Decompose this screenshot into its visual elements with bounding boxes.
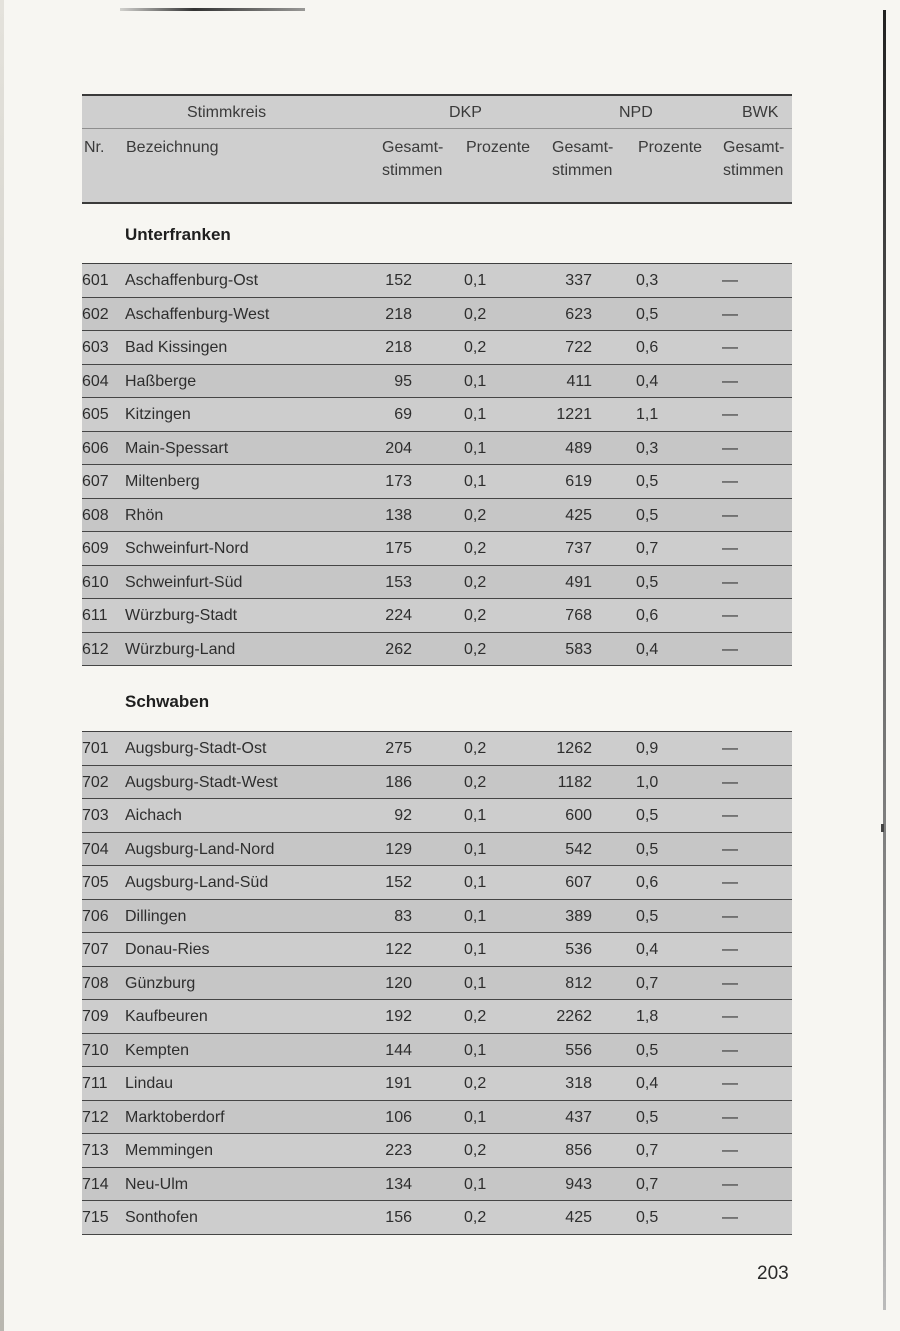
npd-gesamtstimmen: 737 [565,540,592,557]
header-dkp-gesamt-2: stimmen [382,162,443,179]
row-number: 705 [82,874,109,891]
npd-prozente: 0,5 [636,840,659,858]
bwk-gesamtstimmen: — [722,874,738,891]
bwk-gesamtstimmen: — [722,640,738,658]
dkp-prozente: 0,2 [464,1142,487,1159]
dkp-gesamtstimmen: 175 [385,540,412,557]
table-row [82,1201,792,1235]
dkp-prozente: 0,2 [464,607,487,624]
dkp-gesamtstimmen: 95 [394,372,412,390]
npd-prozente: 0,5 [636,1041,659,1059]
table-block-unterfranken [82,263,792,666]
header-dkp-prozente: Prozente [466,139,531,156]
table-row [82,331,792,365]
row-number: 710 [82,1041,109,1059]
dkp-gesamtstimmen: 204 [385,439,412,457]
header-dkp-gesamt-1: Gesamt- [382,139,444,156]
bwk-gesamtstimmen: — [722,439,738,457]
npd-gesamtstimmen: 2262 [556,1008,592,1025]
row-number: 609 [82,540,109,557]
dkp-gesamtstimmen: 92 [394,807,412,824]
header-npd-gesamt-1: Gesamt- [552,139,614,156]
dkp-gesamtstimmen: 275 [385,740,412,757]
npd-gesamtstimmen: 619 [565,473,592,490]
dkp-gesamtstimmen: 106 [385,1108,412,1126]
row-number: 708 [82,974,109,992]
dkp-gesamtstimmen: 122 [385,941,412,958]
bwk-gesamtstimmen: — [722,305,738,323]
row-bezeichnung: Kempten [125,1041,190,1059]
row-bezeichnung: Sonthofen [125,1209,198,1226]
table-row [82,799,792,833]
row-number: 612 [82,640,109,658]
dkp-prozente: 0,2 [464,640,487,658]
dkp-prozente: 0,1 [464,272,487,289]
bwk-gesamtstimmen: — [722,1142,738,1159]
row-number: 709 [82,1008,109,1025]
row-number: 715 [82,1209,109,1226]
dkp-prozente: 0,1 [464,372,487,390]
table-row [82,1101,792,1135]
top-rule [120,8,305,11]
row-bezeichnung: Augsburg-Stadt-West [125,773,278,791]
row-number: 610 [82,573,109,591]
bwk-gesamtstimmen: — [722,907,738,925]
npd-prozente: 0,4 [636,941,659,958]
header-dkp: DKP [449,104,482,121]
row-number: 711 [82,1075,108,1092]
npd-gesamtstimmen: 542 [565,840,592,858]
npd-prozente: 0,5 [636,573,659,591]
dkp-gesamtstimmen: 262 [385,640,412,658]
header-bwk: BWK [742,104,779,121]
row-bezeichnung: Würzburg-Stadt [125,607,238,624]
dkp-gesamtstimmen: 186 [385,773,412,791]
table-row [82,298,792,332]
bwk-gesamtstimmen: — [722,607,738,624]
row-number: 713 [82,1142,109,1159]
bwk-gesamtstimmen: — [722,1075,738,1092]
npd-prozente: 0,9 [636,740,659,757]
npd-prozente: 0,3 [636,439,659,457]
npd-prozente: 0,5 [636,473,659,490]
dkp-prozente: 0,1 [464,473,487,490]
dkp-gesamtstimmen: 156 [385,1209,412,1226]
bwk-gesamtstimmen: — [722,339,738,356]
row-number: 701 [82,740,109,757]
bwk-gesamtstimmen: — [722,573,738,591]
left-page-edge [0,0,4,1331]
bwk-gesamtstimmen: — [722,1041,738,1059]
row-number: 605 [82,406,109,423]
dkp-gesamtstimmen: 153 [385,573,412,591]
dkp-gesamtstimmen: 129 [385,840,412,858]
dkp-prozente: 0,1 [464,807,487,824]
row-bezeichnung: Memmingen [125,1142,214,1159]
dkp-prozente: 0,1 [464,941,487,958]
npd-prozente: 0,4 [636,372,659,390]
dkp-prozente: 0,1 [464,1175,487,1193]
header-bwk-gesamt-2: stimmen [723,162,784,179]
bwk-gesamtstimmen: — [722,506,738,524]
npd-prozente: 0,7 [636,1142,659,1159]
row-bezeichnung: Augsburg-Stadt-Ost [125,740,267,757]
npd-prozente: 0,7 [636,540,659,557]
dkp-prozente: 0,2 [464,1209,487,1226]
npd-prozente: 0,5 [636,907,659,925]
row-number: 703 [82,807,109,824]
npd-gesamtstimmen: 856 [565,1142,592,1159]
row-bezeichnung: Kaufbeuren [125,1008,208,1025]
dkp-prozente: 0,1 [464,406,487,423]
npd-prozente: 0,6 [636,874,659,891]
table-row [82,365,792,399]
npd-prozente: 0,4 [636,1075,659,1092]
dkp-gesamtstimmen: 83 [394,907,412,925]
npd-gesamtstimmen: 623 [565,305,592,323]
row-bezeichnung: Main-Spessart [125,439,229,457]
table-row [82,1134,792,1168]
row-bezeichnung: Aschaffenburg-Ost [125,272,259,289]
row-bezeichnung: Augsburg-Land-Süd [125,874,269,891]
npd-gesamtstimmen: 437 [565,1108,592,1126]
npd-gesamtstimmen: 536 [565,941,592,958]
dkp-gesamtstimmen: 191 [385,1075,412,1092]
npd-gesamtstimmen: 389 [565,907,592,925]
row-bezeichnung: Lindau [125,1075,174,1092]
npd-prozente: 1,8 [636,1008,659,1025]
bwk-gesamtstimmen: — [722,272,738,289]
npd-gesamtstimmen: 583 [565,640,592,658]
npd-prozente: 0,6 [636,607,659,624]
row-bezeichnung: Neu-Ulm [125,1175,189,1193]
bwk-gesamtstimmen: — [722,406,738,423]
npd-gesamtstimmen: 1221 [556,406,592,423]
dkp-prozente: 0,1 [464,840,487,858]
row-bezeichnung: Augsburg-Land-Nord [125,840,275,858]
dkp-prozente: 0,2 [464,1008,487,1025]
npd-gesamtstimmen: 556 [565,1041,592,1059]
header-npd-gesamt-2: stimmen [552,162,613,179]
table-row [82,833,792,867]
npd-gesamtstimmen: 812 [565,974,592,992]
row-bezeichnung: Dillingen [125,907,187,925]
npd-gesamtstimmen: 337 [565,272,592,289]
table-block-schwaben [82,731,792,1235]
dkp-gesamtstimmen: 120 [385,974,412,992]
npd-prozente: 0,5 [636,1108,659,1126]
row-bezeichnung: Bad Kissingen [125,339,228,356]
table-row [82,766,792,800]
row-number: 704 [82,840,109,858]
table-row [82,866,792,900]
row-bezeichnung: Aichach [125,807,182,824]
table-row [82,465,792,499]
dkp-prozente: 0,1 [464,439,487,457]
dkp-gesamtstimmen: 173 [385,473,412,490]
dkp-prozente: 0,2 [464,573,487,591]
row-number: 606 [82,439,109,457]
dkp-gesamtstimmen: 224 [385,607,412,624]
row-number: 714 [82,1175,109,1193]
scan-mark [881,824,884,832]
dkp-gesamtstimmen: 218 [385,339,412,356]
row-bezeichnung: Donau-Ries [125,941,210,958]
row-number: 608 [82,506,109,524]
bwk-gesamtstimmen: — [722,1008,738,1025]
npd-prozente: 0,5 [636,305,659,323]
dkp-prozente: 0,2 [464,773,487,791]
row-bezeichnung: Marktoberdorf [125,1108,225,1126]
table-row [82,967,792,1001]
bwk-gesamtstimmen: — [722,974,738,992]
row-bezeichnung: Haßberge [125,372,197,390]
bwk-gesamtstimmen: — [722,1175,738,1193]
dkp-gesamtstimmen: 138 [385,506,412,524]
row-bezeichnung: Aschaffenburg-West [125,305,270,323]
header-bwk-gesamt-1: Gesamt- [723,139,785,156]
npd-gesamtstimmen: 1182 [557,773,592,791]
bwk-gesamtstimmen: — [722,840,738,858]
table-row [82,1000,792,1034]
npd-gesamtstimmen: 318 [565,1075,592,1092]
npd-prozente: 0,5 [636,807,659,824]
bwk-gesamtstimmen: — [722,807,738,824]
dkp-prozente: 0,2 [464,1075,487,1092]
table-row [82,732,792,766]
header-nr: Nr. [84,139,105,156]
dkp-prozente: 0,1 [464,907,487,925]
npd-prozente: 0,7 [636,974,659,992]
table-row [82,432,792,466]
dkp-prozente: 0,2 [464,305,487,323]
npd-gesamtstimmen: 768 [565,607,592,624]
bwk-gesamtstimmen: — [722,540,738,557]
npd-prozente: 0,6 [636,339,659,356]
dkp-gesamtstimmen: 144 [385,1041,412,1059]
dkp-prozente: 0,1 [464,974,487,992]
npd-prozente: 0,4 [636,640,659,658]
npd-gesamtstimmen: 722 [565,339,592,356]
table-header [82,94,792,204]
bwk-gesamtstimmen: — [722,1209,738,1226]
bwk-gesamtstimmen: — [722,1108,738,1126]
row-bezeichnung: Würzburg-Land [125,640,236,658]
row-bezeichnung: Schweinfurt-Nord [125,540,249,557]
table-row [82,499,792,533]
dkp-prozente: 0,2 [464,540,487,557]
header-stimmkreis: Stimmkreis [187,104,267,121]
dkp-prozente: 0,1 [464,874,487,891]
dkp-prozente: 0,2 [464,506,487,524]
npd-gesamtstimmen: 425 [565,506,592,524]
dkp-gesamtstimmen: 192 [385,1008,412,1025]
dkp-prozente: 0,1 [464,1108,487,1126]
row-number: 707 [82,941,109,958]
npd-prozente: 0,7 [636,1175,659,1193]
npd-gesamtstimmen: 1262 [556,740,592,757]
npd-prozente: 0,3 [636,272,659,289]
bwk-gesamtstimmen: — [722,473,738,490]
table-row [82,264,792,298]
bwk-gesamtstimmen: — [722,740,738,757]
row-bezeichnung: Miltenberg [125,473,200,490]
dkp-gesamtstimmen: 69 [394,406,412,423]
table-row [82,633,792,667]
bwk-gesamtstimmen: — [722,372,738,390]
header-bezeichnung: Bezeichnung [126,139,219,156]
header-npd: NPD [619,104,653,121]
dkp-gesamtstimmen: 152 [385,272,412,289]
dkp-prozente: 0,2 [464,740,487,757]
npd-gesamtstimmen: 411 [566,372,592,390]
table-row [82,1168,792,1202]
table-row [82,566,792,600]
row-number: 611 [82,607,108,624]
row-number: 601 [82,272,109,289]
npd-prozente: 0,5 [636,1209,659,1226]
table-row [82,599,792,633]
row-number: 702 [82,773,109,791]
table-row [82,1067,792,1101]
right-page-edge [883,10,886,1310]
table-row [82,933,792,967]
npd-gesamtstimmen: 600 [565,807,592,824]
header-npd-prozente: Prozente [638,139,703,156]
npd-prozente: 1,0 [636,773,659,791]
dkp-prozente: 0,2 [464,339,487,356]
npd-prozente: 0,5 [636,506,659,524]
dkp-prozente: 0,1 [464,1041,487,1059]
dkp-gesamtstimmen: 134 [385,1175,412,1193]
npd-gesamtstimmen: 425 [565,1209,592,1226]
npd-gesamtstimmen: 607 [565,874,592,891]
row-number: 602 [82,305,109,323]
row-number: 604 [82,372,109,390]
dkp-gesamtstimmen: 152 [385,874,412,891]
table-row [82,398,792,432]
row-bezeichnung: Rhön [125,506,164,524]
dkp-gesamtstimmen: 223 [385,1142,412,1159]
page-number: 203 [757,1263,789,1284]
npd-gesamtstimmen: 943 [565,1175,592,1193]
npd-gesamtstimmen: 489 [565,439,592,457]
table-row [82,900,792,934]
row-number: 603 [82,339,109,356]
row-bezeichnung: Schweinfurt-Süd [125,573,243,591]
dkp-gesamtstimmen: 218 [385,305,412,323]
npd-prozente: 1,1 [636,406,659,423]
bwk-gesamtstimmen: — [722,773,738,791]
row-number: 706 [82,907,109,925]
table-row [82,1034,792,1068]
bwk-gesamtstimmen: — [722,941,738,958]
npd-gesamtstimmen: 491 [565,573,592,591]
row-bezeichnung: Günzburg [125,974,196,992]
row-number: 712 [82,1108,109,1126]
section-title-schwaben: Schwaben [125,692,210,711]
section-title-unterfranken: Unterfranken [125,225,231,244]
table-row [82,532,792,566]
row-bezeichnung: Kitzingen [125,406,191,423]
row-number: 607 [82,473,109,490]
